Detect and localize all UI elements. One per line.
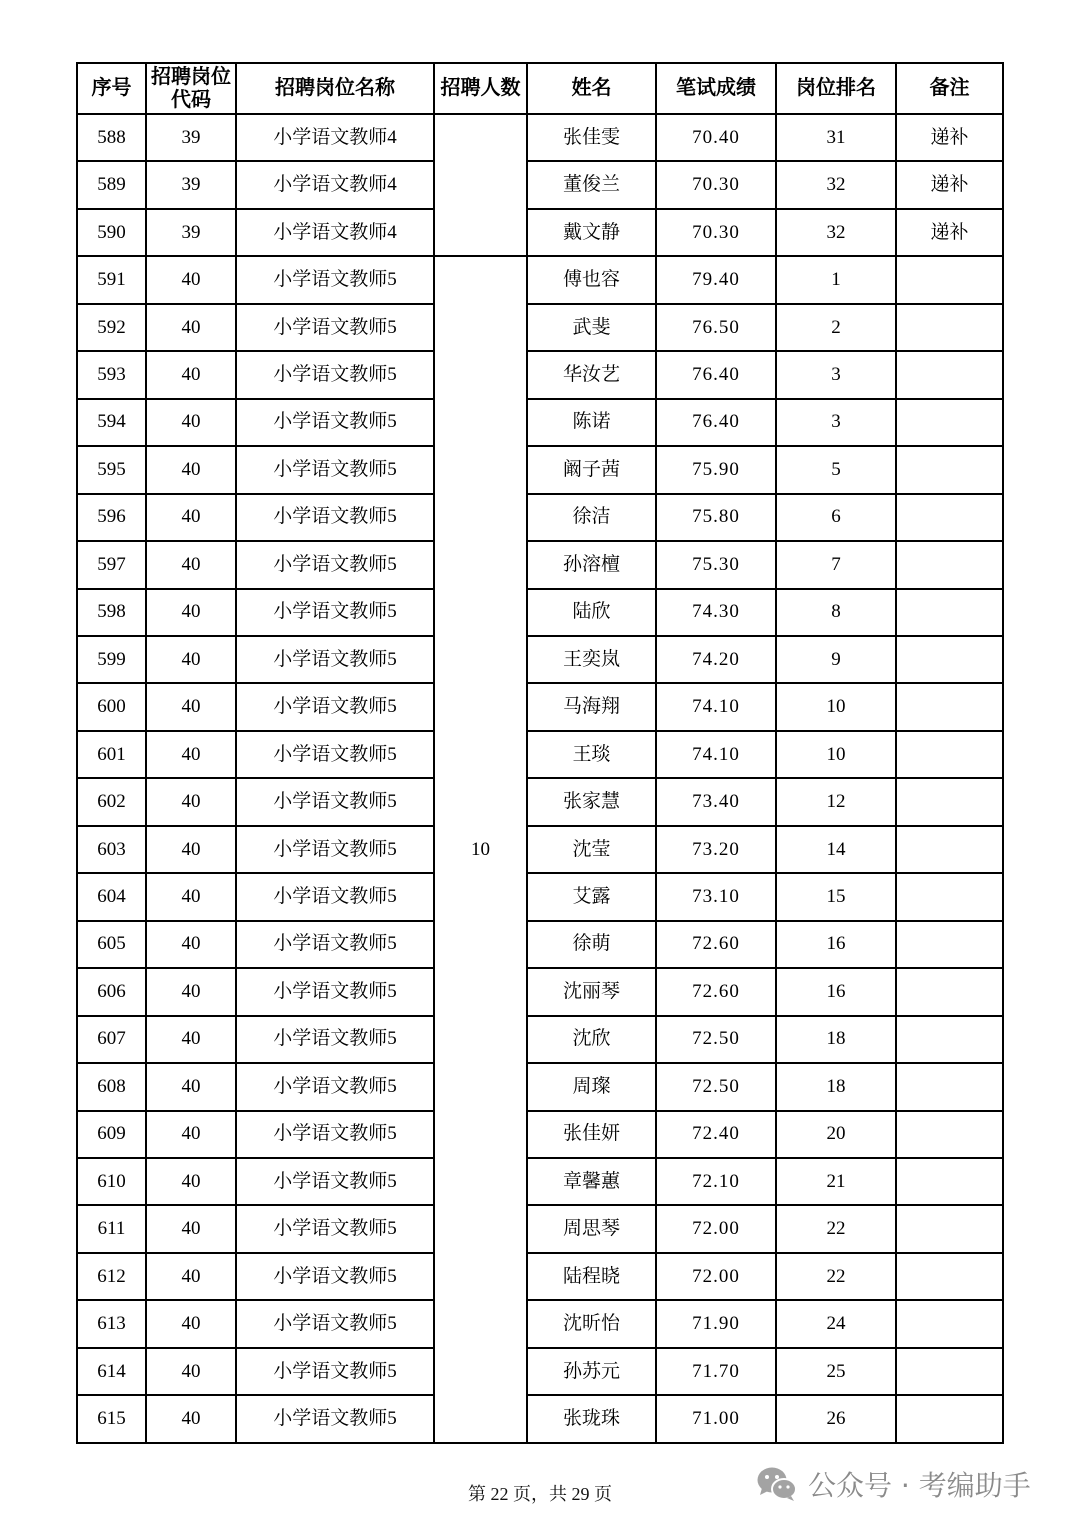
score-cell: 71.00 bbox=[656, 1395, 776, 1442]
position-cell: 小学语文教师5 bbox=[236, 683, 434, 730]
position-cell: 小学语文教师5 bbox=[236, 446, 434, 493]
recruit-count-cell-teacher4 bbox=[434, 114, 527, 256]
wechat-icon bbox=[756, 1465, 798, 1503]
name-cell: 华汝艺 bbox=[527, 351, 656, 398]
score-cell: 72.10 bbox=[656, 1158, 776, 1205]
remark-cell: 递补 bbox=[896, 161, 1003, 208]
code-cell: 39 bbox=[146, 161, 236, 208]
code-cell: 40 bbox=[146, 1205, 236, 1252]
seq-cell: 600 bbox=[77, 683, 146, 730]
rank-cell: 16 bbox=[776, 921, 896, 968]
rank-cell: 1 bbox=[776, 256, 896, 303]
position-cell: 小学语文教师5 bbox=[236, 304, 434, 351]
name-cell: 张佳妍 bbox=[527, 1111, 656, 1158]
rank-cell: 8 bbox=[776, 589, 896, 636]
rank-cell: 9 bbox=[776, 636, 896, 683]
position-cell: 小学语文教师5 bbox=[236, 1205, 434, 1252]
rank-cell: 10 bbox=[776, 683, 896, 730]
seq-cell: 601 bbox=[77, 731, 146, 778]
name-cell: 张佳雯 bbox=[527, 114, 656, 161]
code-cell: 40 bbox=[146, 446, 236, 493]
remark-cell bbox=[896, 1205, 1003, 1252]
seq-cell: 606 bbox=[77, 968, 146, 1015]
table-row bbox=[77, 494, 1003, 541]
remark-cell bbox=[896, 1063, 1003, 1110]
remark-cell: 递补 bbox=[896, 114, 1003, 161]
name-cell: 沈欣 bbox=[527, 1016, 656, 1063]
header-name: 姓名 bbox=[527, 63, 656, 114]
rank-cell: 26 bbox=[776, 1395, 896, 1442]
remark-cell bbox=[896, 1158, 1003, 1205]
table-row bbox=[77, 351, 1003, 398]
remark-cell bbox=[896, 1348, 1003, 1395]
code-cell: 40 bbox=[146, 1253, 236, 1300]
table-row bbox=[77, 731, 1003, 778]
name-cell: 沈昕怡 bbox=[527, 1300, 656, 1347]
table-row bbox=[77, 256, 1003, 303]
name-cell: 戴文静 bbox=[527, 209, 656, 256]
position-cell: 小学语文教师5 bbox=[236, 1158, 434, 1205]
code-cell: 40 bbox=[146, 873, 236, 920]
code-cell: 40 bbox=[146, 921, 236, 968]
seq-cell: 608 bbox=[77, 1063, 146, 1110]
code-cell: 40 bbox=[146, 304, 236, 351]
code-cell: 39 bbox=[146, 114, 236, 161]
name-cell: 周思琴 bbox=[527, 1205, 656, 1252]
code-cell: 40 bbox=[146, 589, 236, 636]
score-cell: 75.90 bbox=[656, 446, 776, 493]
position-cell: 小学语文教师5 bbox=[236, 351, 434, 398]
table-row bbox=[77, 1063, 1003, 1110]
rank-cell: 18 bbox=[776, 1063, 896, 1110]
table-row bbox=[77, 1158, 1003, 1205]
code-cell: 40 bbox=[146, 778, 236, 825]
score-cell: 72.50 bbox=[656, 1063, 776, 1110]
position-cell: 小学语文教师5 bbox=[236, 921, 434, 968]
position-cell: 小学语文教师4 bbox=[236, 161, 434, 208]
table-row bbox=[77, 446, 1003, 493]
rank-cell: 22 bbox=[776, 1253, 896, 1300]
seq-cell: 588 bbox=[77, 114, 146, 161]
score-cell: 71.90 bbox=[656, 1300, 776, 1347]
position-cell: 小学语文教师4 bbox=[236, 209, 434, 256]
code-cell: 40 bbox=[146, 1063, 236, 1110]
watermark bbox=[756, 1464, 1031, 1504]
table-row bbox=[77, 921, 1003, 968]
table-row bbox=[77, 968, 1003, 1015]
name-cell: 孙溶檀 bbox=[527, 541, 656, 588]
name-cell: 王奕岚 bbox=[527, 636, 656, 683]
table-row bbox=[77, 1111, 1003, 1158]
table-row bbox=[77, 114, 1003, 161]
name-cell: 章馨蕙 bbox=[527, 1158, 656, 1205]
rank-cell: 31 bbox=[776, 114, 896, 161]
watermark-text: 公众号 · 考编助手 bbox=[808, 1469, 1031, 1502]
position-cell: 小学语文教师5 bbox=[236, 826, 434, 873]
name-cell: 王琰 bbox=[527, 731, 656, 778]
score-cell: 72.00 bbox=[656, 1253, 776, 1300]
table-row bbox=[77, 161, 1003, 208]
seq-cell: 598 bbox=[77, 589, 146, 636]
score-cell: 79.40 bbox=[656, 256, 776, 303]
score-cell: 72.00 bbox=[656, 1205, 776, 1252]
recruit-count-cell-teacher5 bbox=[434, 256, 527, 1442]
rank-cell: 25 bbox=[776, 1348, 896, 1395]
score-cell: 72.60 bbox=[656, 968, 776, 1015]
table-row bbox=[77, 683, 1003, 730]
table-row bbox=[77, 541, 1003, 588]
rank-cell: 3 bbox=[776, 351, 896, 398]
code-cell: 40 bbox=[146, 399, 236, 446]
remark-cell bbox=[896, 1300, 1003, 1347]
seq-cell: 602 bbox=[77, 778, 146, 825]
remark-cell bbox=[896, 256, 1003, 303]
header-rank: 岗位排名 bbox=[776, 63, 896, 114]
seq-cell: 615 bbox=[77, 1395, 146, 1442]
code-cell: 40 bbox=[146, 636, 236, 683]
code-cell: 40 bbox=[146, 683, 236, 730]
remark-cell bbox=[896, 778, 1003, 825]
seq-cell: 591 bbox=[77, 256, 146, 303]
code-cell: 39 bbox=[146, 209, 236, 256]
remark-cell bbox=[896, 731, 1003, 778]
remark-cell bbox=[896, 351, 1003, 398]
code-cell: 40 bbox=[146, 541, 236, 588]
position-cell: 小学语文教师5 bbox=[236, 1063, 434, 1110]
recruit-count-value: 10 bbox=[471, 838, 490, 860]
score-cell: 72.50 bbox=[656, 1016, 776, 1063]
score-cell: 72.60 bbox=[656, 921, 776, 968]
rank-cell: 21 bbox=[776, 1158, 896, 1205]
seq-cell: 609 bbox=[77, 1111, 146, 1158]
remark-cell: 递补 bbox=[896, 209, 1003, 256]
header-position: 招聘岗位名称 bbox=[236, 63, 434, 114]
name-cell: 武斐 bbox=[527, 304, 656, 351]
rank-cell: 18 bbox=[776, 1016, 896, 1063]
table-row bbox=[77, 209, 1003, 256]
name-cell: 傅也容 bbox=[527, 256, 656, 303]
table-row bbox=[77, 399, 1003, 446]
position-cell: 小学语文教师5 bbox=[236, 1300, 434, 1347]
name-cell: 沈莹 bbox=[527, 826, 656, 873]
code-cell: 40 bbox=[146, 1348, 236, 1395]
score-cell: 74.20 bbox=[656, 636, 776, 683]
name-cell: 陆欣 bbox=[527, 589, 656, 636]
score-cell: 70.30 bbox=[656, 161, 776, 208]
seq-cell: 590 bbox=[77, 209, 146, 256]
rank-cell: 5 bbox=[776, 446, 896, 493]
seq-cell: 611 bbox=[77, 1205, 146, 1252]
rank-cell: 2 bbox=[776, 304, 896, 351]
position-cell: 小学语文教师5 bbox=[236, 1348, 434, 1395]
remark-cell bbox=[896, 968, 1003, 1015]
table-row bbox=[77, 1253, 1003, 1300]
position-cell: 小学语文教师5 bbox=[236, 778, 434, 825]
remark-cell bbox=[896, 873, 1003, 920]
table-row bbox=[77, 1016, 1003, 1063]
position-cell: 小学语文教师5 bbox=[236, 589, 434, 636]
name-cell: 徐萌 bbox=[527, 921, 656, 968]
seq-cell: 594 bbox=[77, 399, 146, 446]
seq-cell: 603 bbox=[77, 826, 146, 873]
seq-cell: 604 bbox=[77, 873, 146, 920]
remark-cell bbox=[896, 1111, 1003, 1158]
score-cell: 74.30 bbox=[656, 589, 776, 636]
position-cell: 小学语文教师4 bbox=[236, 114, 434, 161]
name-cell: 周璨 bbox=[527, 1063, 656, 1110]
seq-cell: 589 bbox=[77, 161, 146, 208]
table-row bbox=[77, 1348, 1003, 1395]
score-cell: 74.10 bbox=[656, 683, 776, 730]
code-cell: 40 bbox=[146, 256, 236, 303]
header-score: 笔试成绩 bbox=[656, 63, 776, 114]
code-cell: 40 bbox=[146, 1158, 236, 1205]
code-cell: 40 bbox=[146, 494, 236, 541]
remark-cell bbox=[896, 589, 1003, 636]
name-cell: 阚子茜 bbox=[527, 446, 656, 493]
name-cell: 艾露 bbox=[527, 873, 656, 920]
seq-cell: 610 bbox=[77, 1158, 146, 1205]
score-cell: 70.30 bbox=[656, 209, 776, 256]
seq-cell: 593 bbox=[77, 351, 146, 398]
rank-cell: 14 bbox=[776, 826, 896, 873]
table-row bbox=[77, 778, 1003, 825]
remark-cell bbox=[896, 1253, 1003, 1300]
position-cell: 小学语文教师5 bbox=[236, 1253, 434, 1300]
seq-cell: 614 bbox=[77, 1348, 146, 1395]
header-row bbox=[77, 63, 1003, 114]
table-row bbox=[77, 1395, 1003, 1442]
score-cell: 74.10 bbox=[656, 731, 776, 778]
name-cell: 张珑珠 bbox=[527, 1395, 656, 1442]
remark-cell bbox=[896, 636, 1003, 683]
table-row bbox=[77, 1300, 1003, 1347]
table-row bbox=[77, 1205, 1003, 1252]
table-row bbox=[77, 304, 1003, 351]
name-cell: 孙苏元 bbox=[527, 1348, 656, 1395]
rank-cell: 16 bbox=[776, 968, 896, 1015]
position-cell: 小学语文教师5 bbox=[236, 399, 434, 446]
position-cell: 小学语文教师5 bbox=[236, 541, 434, 588]
code-cell: 40 bbox=[146, 826, 236, 873]
score-cell: 75.80 bbox=[656, 494, 776, 541]
rank-cell: 32 bbox=[776, 209, 896, 256]
header-seq: 序号 bbox=[77, 63, 146, 114]
name-cell: 董俊兰 bbox=[527, 161, 656, 208]
score-cell: 73.10 bbox=[656, 873, 776, 920]
remark-cell bbox=[896, 1395, 1003, 1442]
rank-cell: 15 bbox=[776, 873, 896, 920]
rank-cell: 3 bbox=[776, 399, 896, 446]
table-row bbox=[77, 826, 1003, 873]
position-cell: 小学语文教师5 bbox=[236, 968, 434, 1015]
seq-cell: 597 bbox=[77, 541, 146, 588]
name-cell: 陈诺 bbox=[527, 399, 656, 446]
remark-cell bbox=[896, 1016, 1003, 1063]
header-code: 招聘岗位代码 bbox=[146, 63, 236, 114]
remark-cell bbox=[896, 304, 1003, 351]
name-cell: 沈丽琴 bbox=[527, 968, 656, 1015]
seq-cell: 607 bbox=[77, 1016, 146, 1063]
rank-cell: 32 bbox=[776, 161, 896, 208]
remark-cell bbox=[896, 921, 1003, 968]
page-number: 第 22 页，共 29 页 bbox=[468, 1484, 612, 1504]
seq-cell: 596 bbox=[77, 494, 146, 541]
code-cell: 40 bbox=[146, 1016, 236, 1063]
code-cell: 40 bbox=[146, 968, 236, 1015]
remark-cell bbox=[896, 541, 1003, 588]
code-cell: 40 bbox=[146, 1111, 236, 1158]
code-cell: 40 bbox=[146, 731, 236, 778]
table-row bbox=[77, 589, 1003, 636]
seq-cell: 613 bbox=[77, 1300, 146, 1347]
remark-cell bbox=[896, 399, 1003, 446]
score-cell: 70.40 bbox=[656, 114, 776, 161]
score-cell: 75.30 bbox=[656, 541, 776, 588]
score-cell: 72.40 bbox=[656, 1111, 776, 1158]
name-cell: 马海翔 bbox=[527, 683, 656, 730]
position-cell: 小学语文教师5 bbox=[236, 636, 434, 683]
seq-cell: 595 bbox=[77, 446, 146, 493]
seq-cell: 599 bbox=[77, 636, 146, 683]
seq-cell: 592 bbox=[77, 304, 146, 351]
rank-cell: 20 bbox=[776, 1111, 896, 1158]
rank-cell: 10 bbox=[776, 731, 896, 778]
rank-cell: 6 bbox=[776, 494, 896, 541]
table-row bbox=[77, 873, 1003, 920]
score-cell: 73.20 bbox=[656, 826, 776, 873]
remark-cell bbox=[896, 494, 1003, 541]
rank-cell: 12 bbox=[776, 778, 896, 825]
rank-cell: 24 bbox=[776, 1300, 896, 1347]
position-cell: 小学语文教师5 bbox=[236, 1395, 434, 1442]
remark-cell bbox=[896, 446, 1003, 493]
seq-cell: 605 bbox=[77, 921, 146, 968]
score-cell: 76.40 bbox=[656, 399, 776, 446]
score-cell: 73.40 bbox=[656, 778, 776, 825]
score-table bbox=[76, 62, 1004, 1444]
position-cell: 小学语文教师5 bbox=[236, 873, 434, 920]
header-count: 招聘人数 bbox=[434, 63, 527, 114]
table-row bbox=[77, 636, 1003, 683]
code-cell: 40 bbox=[146, 1300, 236, 1347]
code-cell: 40 bbox=[146, 351, 236, 398]
position-cell: 小学语文教师5 bbox=[236, 494, 434, 541]
name-cell: 徐洁 bbox=[527, 494, 656, 541]
rank-cell: 7 bbox=[776, 541, 896, 588]
code-cell: 40 bbox=[146, 1395, 236, 1442]
name-cell: 陆程晓 bbox=[527, 1253, 656, 1300]
remark-cell bbox=[896, 826, 1003, 873]
seq-cell: 612 bbox=[77, 1253, 146, 1300]
rank-cell: 22 bbox=[776, 1205, 896, 1252]
position-cell: 小学语文教师5 bbox=[236, 1111, 434, 1158]
header-remark: 备注 bbox=[896, 63, 1003, 114]
score-cell: 76.50 bbox=[656, 304, 776, 351]
remark-cell bbox=[896, 683, 1003, 730]
score-cell: 71.70 bbox=[656, 1348, 776, 1395]
name-cell: 张家慧 bbox=[527, 778, 656, 825]
position-cell: 小学语文教师5 bbox=[236, 256, 434, 303]
position-cell: 小学语文教师5 bbox=[236, 731, 434, 778]
score-cell: 76.40 bbox=[656, 351, 776, 398]
position-cell: 小学语文教师5 bbox=[236, 1016, 434, 1063]
